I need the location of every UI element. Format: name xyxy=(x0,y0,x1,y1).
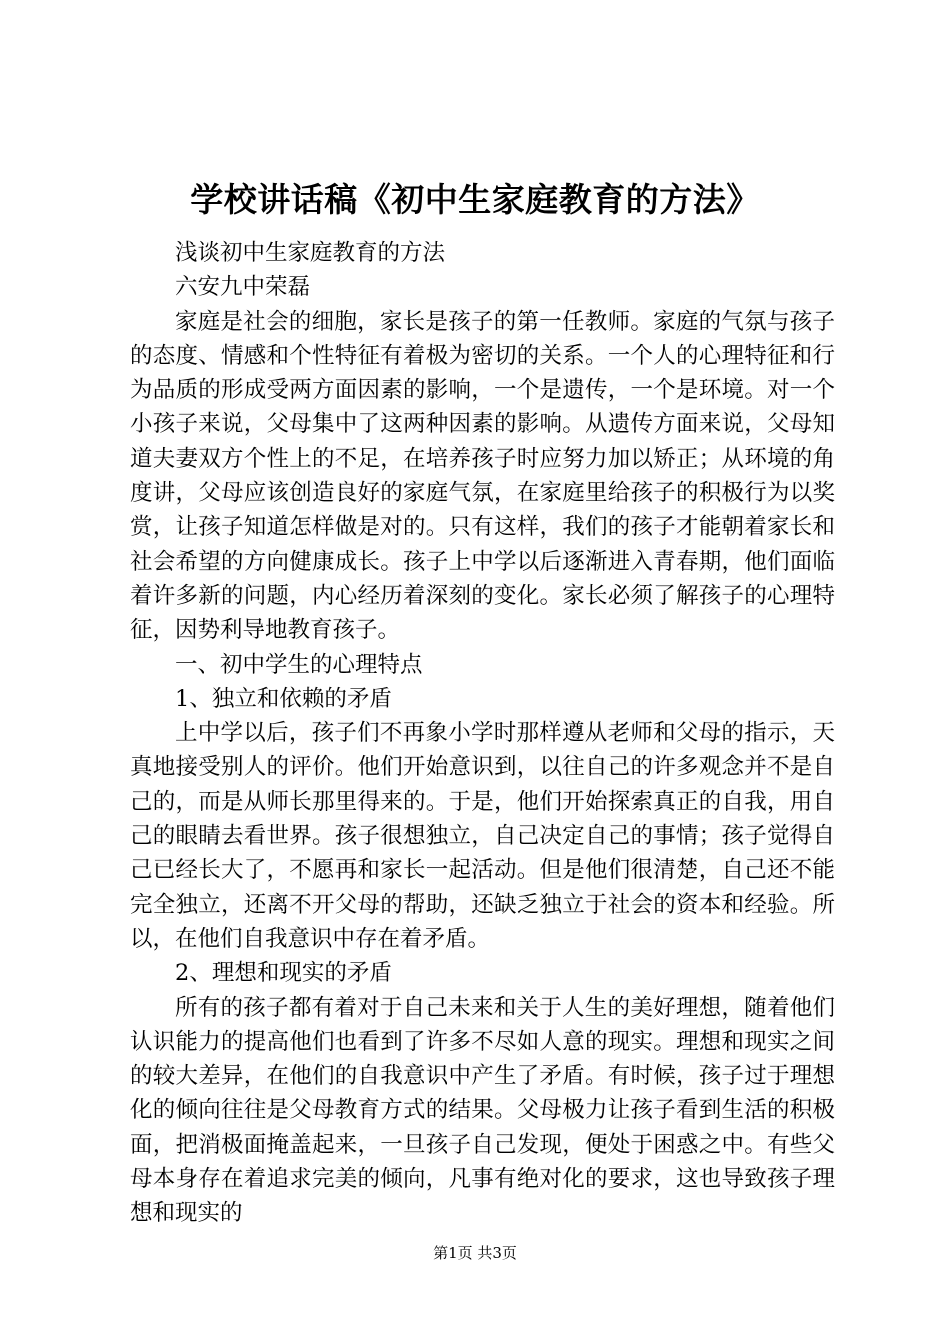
author-line: 六安九中荣磊 xyxy=(175,274,311,301)
subsection-heading: 2、理想和现实的矛盾 xyxy=(175,960,392,987)
page-footer: 第1页 共3页 xyxy=(433,1244,517,1262)
subsection-heading: 1、独立和依赖的矛盾 xyxy=(175,685,392,712)
paragraph: 所有的孩子都有着对于自己未来和关于人生的美好理想，随着他们认识能力的提高他们也看到了许多不尽如人意的现实。理想和现实之间的较大差异，在他们的自我意识中产生了矛盾。有时候，孩子过于理想化的倾向往往是父母教育方式的结果。父母极力让孩子看到生活的积极面，把消极面掩盖起来，一旦孩子自己发现，便处于困惑之中。有些父母本身存在着追求完美的倾向，凡事有绝对化的要求，这也导致孩子理想和现实的 xyxy=(130,994,835,1227)
document-title: 学校讲话稿《初中生家庭教育的方法》 xyxy=(190,180,760,219)
document-body xyxy=(130,236,835,1231)
paragraph: 上中学以后，孩子们不再象小学时那样遵从老师和父母的指示，天真地接受别人的评价。他们开始意识到，以往自己的许多观念并不是自己的，而是从师长那里得来的。于是，他们开始探索真正的自我，用自己的眼睛去看世界。孩子很想独立，自己决定自己的事情；孩子觉得自己已经长大了，不愿再和家长一起活动。但是他们很清楚，自己还不能完全独立，还离不开父母的帮助，还缺乏独立于社会的资本和经验。所以，在他们自我意识中存在着矛盾。 xyxy=(130,720,835,952)
paragraph: 家庭是社会的细胞，家长是孩子的第一任教师。家庭的气氛与孩子的态度、情感和个性特征有着极为密切的关系。一个人的心理特征和行为品质的形成受两方面因素的影响，一个是遗传，一个是环境。对一个小孩子来说，父母集中了这两种因素的影响。从遗传方面来说，父母知道夫妻双方个性上的不足，在培养孩子时应努力加以矫正；从环境的角度讲，父母应该创造良好的家庭气氛，在家庭里给孩子的积极行为以奖赏，让孩子知道怎样做是对的。只有这样，我们的孩子才能朝着家长和社会希望的方向健康成长。孩子上中学以后逐渐进入青春期，他们面临着许多新的问题，内心经历着深刻的变化。家长必须了解孩子的心理特征，因势利导地教育孩子。 xyxy=(130,308,835,644)
subtitle: 浅谈初中生家庭教育的方法 xyxy=(175,240,446,266)
section-heading: 一、初中学生的心理特点 xyxy=(175,651,423,678)
